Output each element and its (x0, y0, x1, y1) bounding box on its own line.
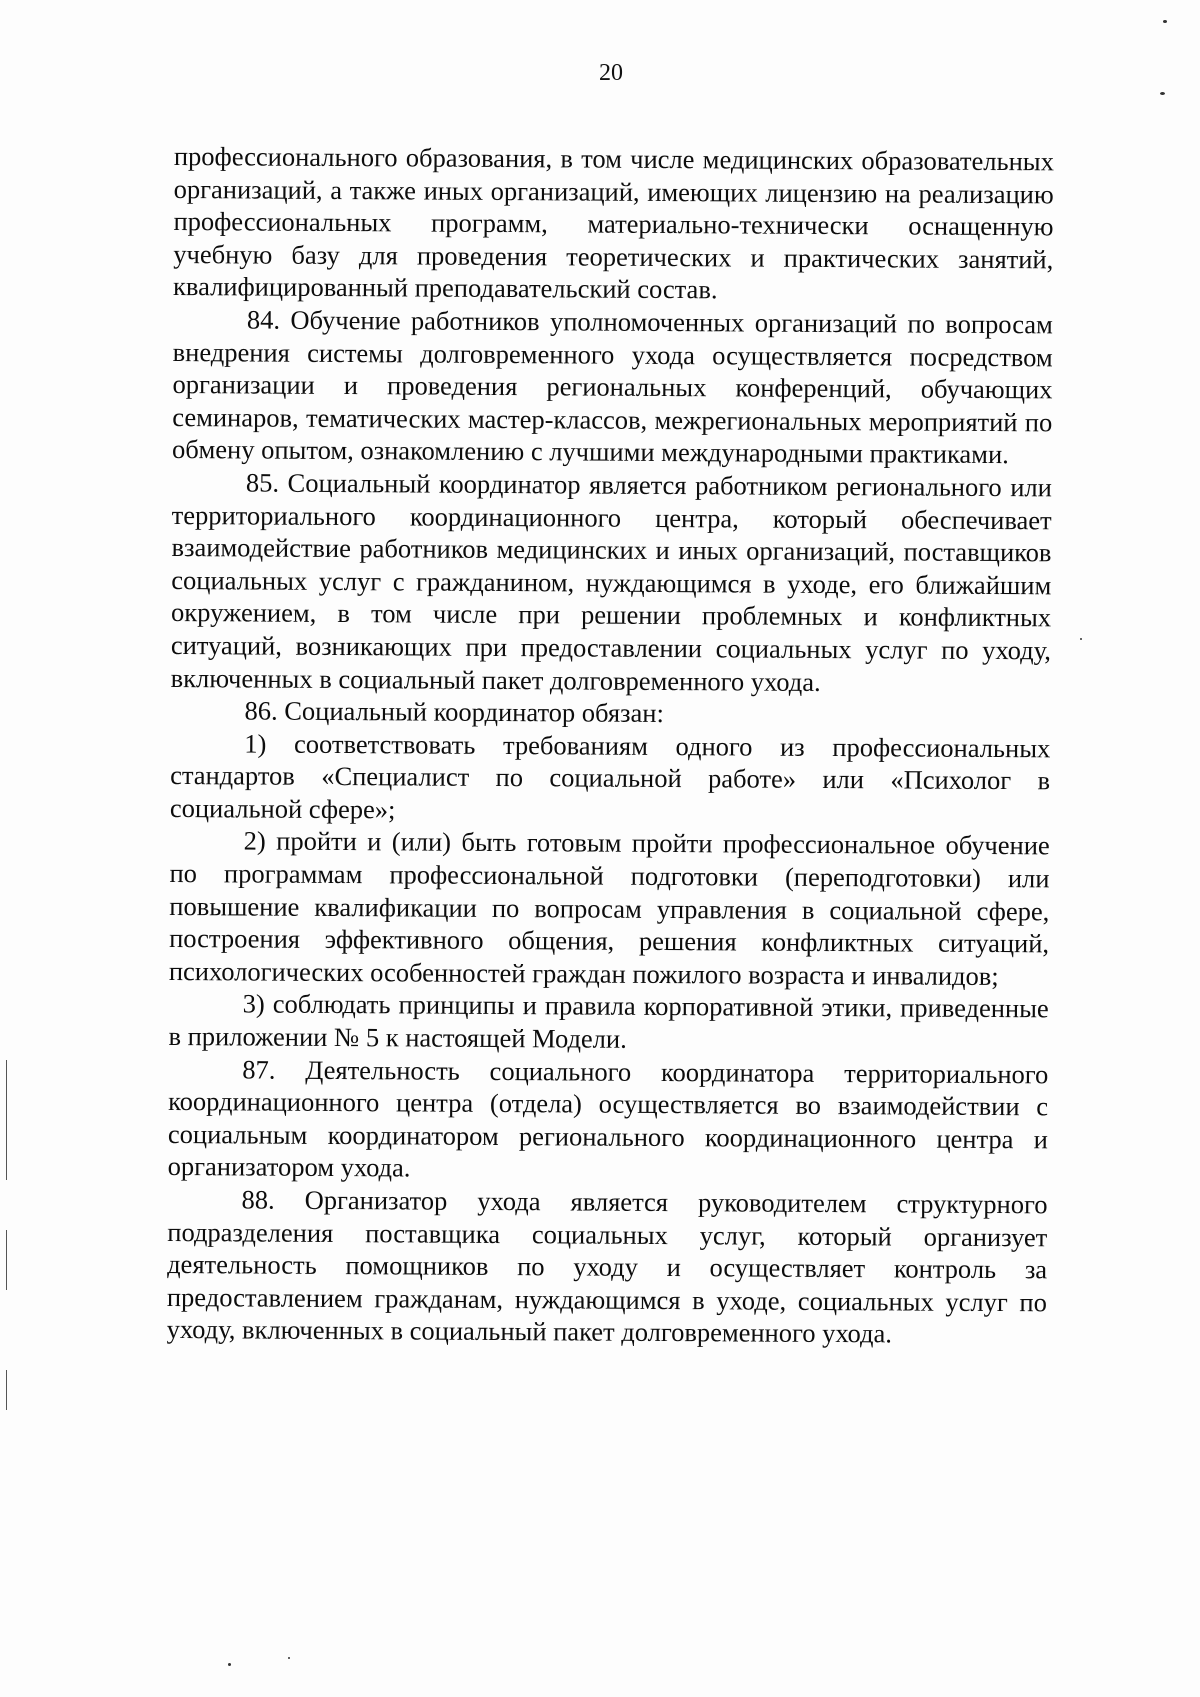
scan-speck (1080, 638, 1082, 640)
scan-speck (1163, 20, 1167, 23)
paragraph-continuation: профессионального образования, в том числе медицинских образовательных организаций, а также иных организаций, имеющих лицензию на реализацию профессиональных программ, материально-технически оснащенную учебную базу для проведения теоретических и практических занятий, квалифицированный преподавательский состав. (173, 140, 1054, 305)
paragraph-86-item-3: 3) соблюдать принципы и правила корпоративной этики, приведенные в приложении № 5 к настоящей Модели. (168, 988, 1049, 1054)
paragraph-88: 88. Организатор ухода является руководителем структурного подразделения поставщика социальных услуг, который организует деятельность помощников по уходу и осуществляет контроль за предоставлением гражданам, нуждающимся в уходе, социальных услуг по уходу, включенных в социальный пакет долговременного ухода. (166, 1184, 1048, 1349)
paragraph-86: 86. Социальный координатор обязан: (244, 695, 664, 729)
paragraph-85: 85. Социальный координатор является работником регионального или территориального координационного центра, который обеспечивает взаимодействие работников медицинских и иных организаций, поставщиков социальных услуг с гражданином, нуждающимся в уходе, его ближайшим окружением, в том числе при решении проблемных и конфликтных ситуаций, возникающих при предоставлении социальных услуг по уходу, включенных в социальный пакет долговременного ухода. (170, 467, 1052, 697)
scan-edge-mark (6, 1370, 7, 1410)
page-number: 20 (599, 60, 623, 86)
scan-speck (1160, 92, 1165, 95)
paragraph-84: 84. Обучение работников уполномоченных организаций по вопросам внедрения системы долговременного ухода осуществляется посредством организации и проведения региональных конференций, обучающих семинаров, тематических мастер-классов, межрегиональных мероприятий по обмену опытом, ознакомлению с лучшими международными практиками. (172, 304, 1053, 470)
paragraph-86-item-1: 1) соответствовать требованиям одного из профессиональных стандартов «Специалист по социальной работе» или «Психолог в социальной сфере»; (169, 728, 1051, 825)
scan-edge-mark (6, 1230, 7, 1290)
scan-speck (228, 1663, 231, 1666)
paragraph-86-item-2: 2) пройти и (или) быть готовым пройти профессиональное обучение по программам профессиональной подготовки (переподготовки) или повышение квалификации по вопросам управления в социальной сфере, построения эффективного общения, решения конфликтных ситуаций, психологических особенностей граждан пожилого возраста и инвалидов; (168, 825, 1050, 991)
scan-speck (288, 1657, 290, 1659)
document-body (167, 140, 1054, 1351)
paragraph-87: 87. Деятельность социального координатора территориального координационного центра (отдела) осуществляется во взаимодействии с социальным координатором регионального координационного центра и организатором ухода. (167, 1054, 1049, 1183)
scan-edge-mark (6, 1060, 7, 1180)
